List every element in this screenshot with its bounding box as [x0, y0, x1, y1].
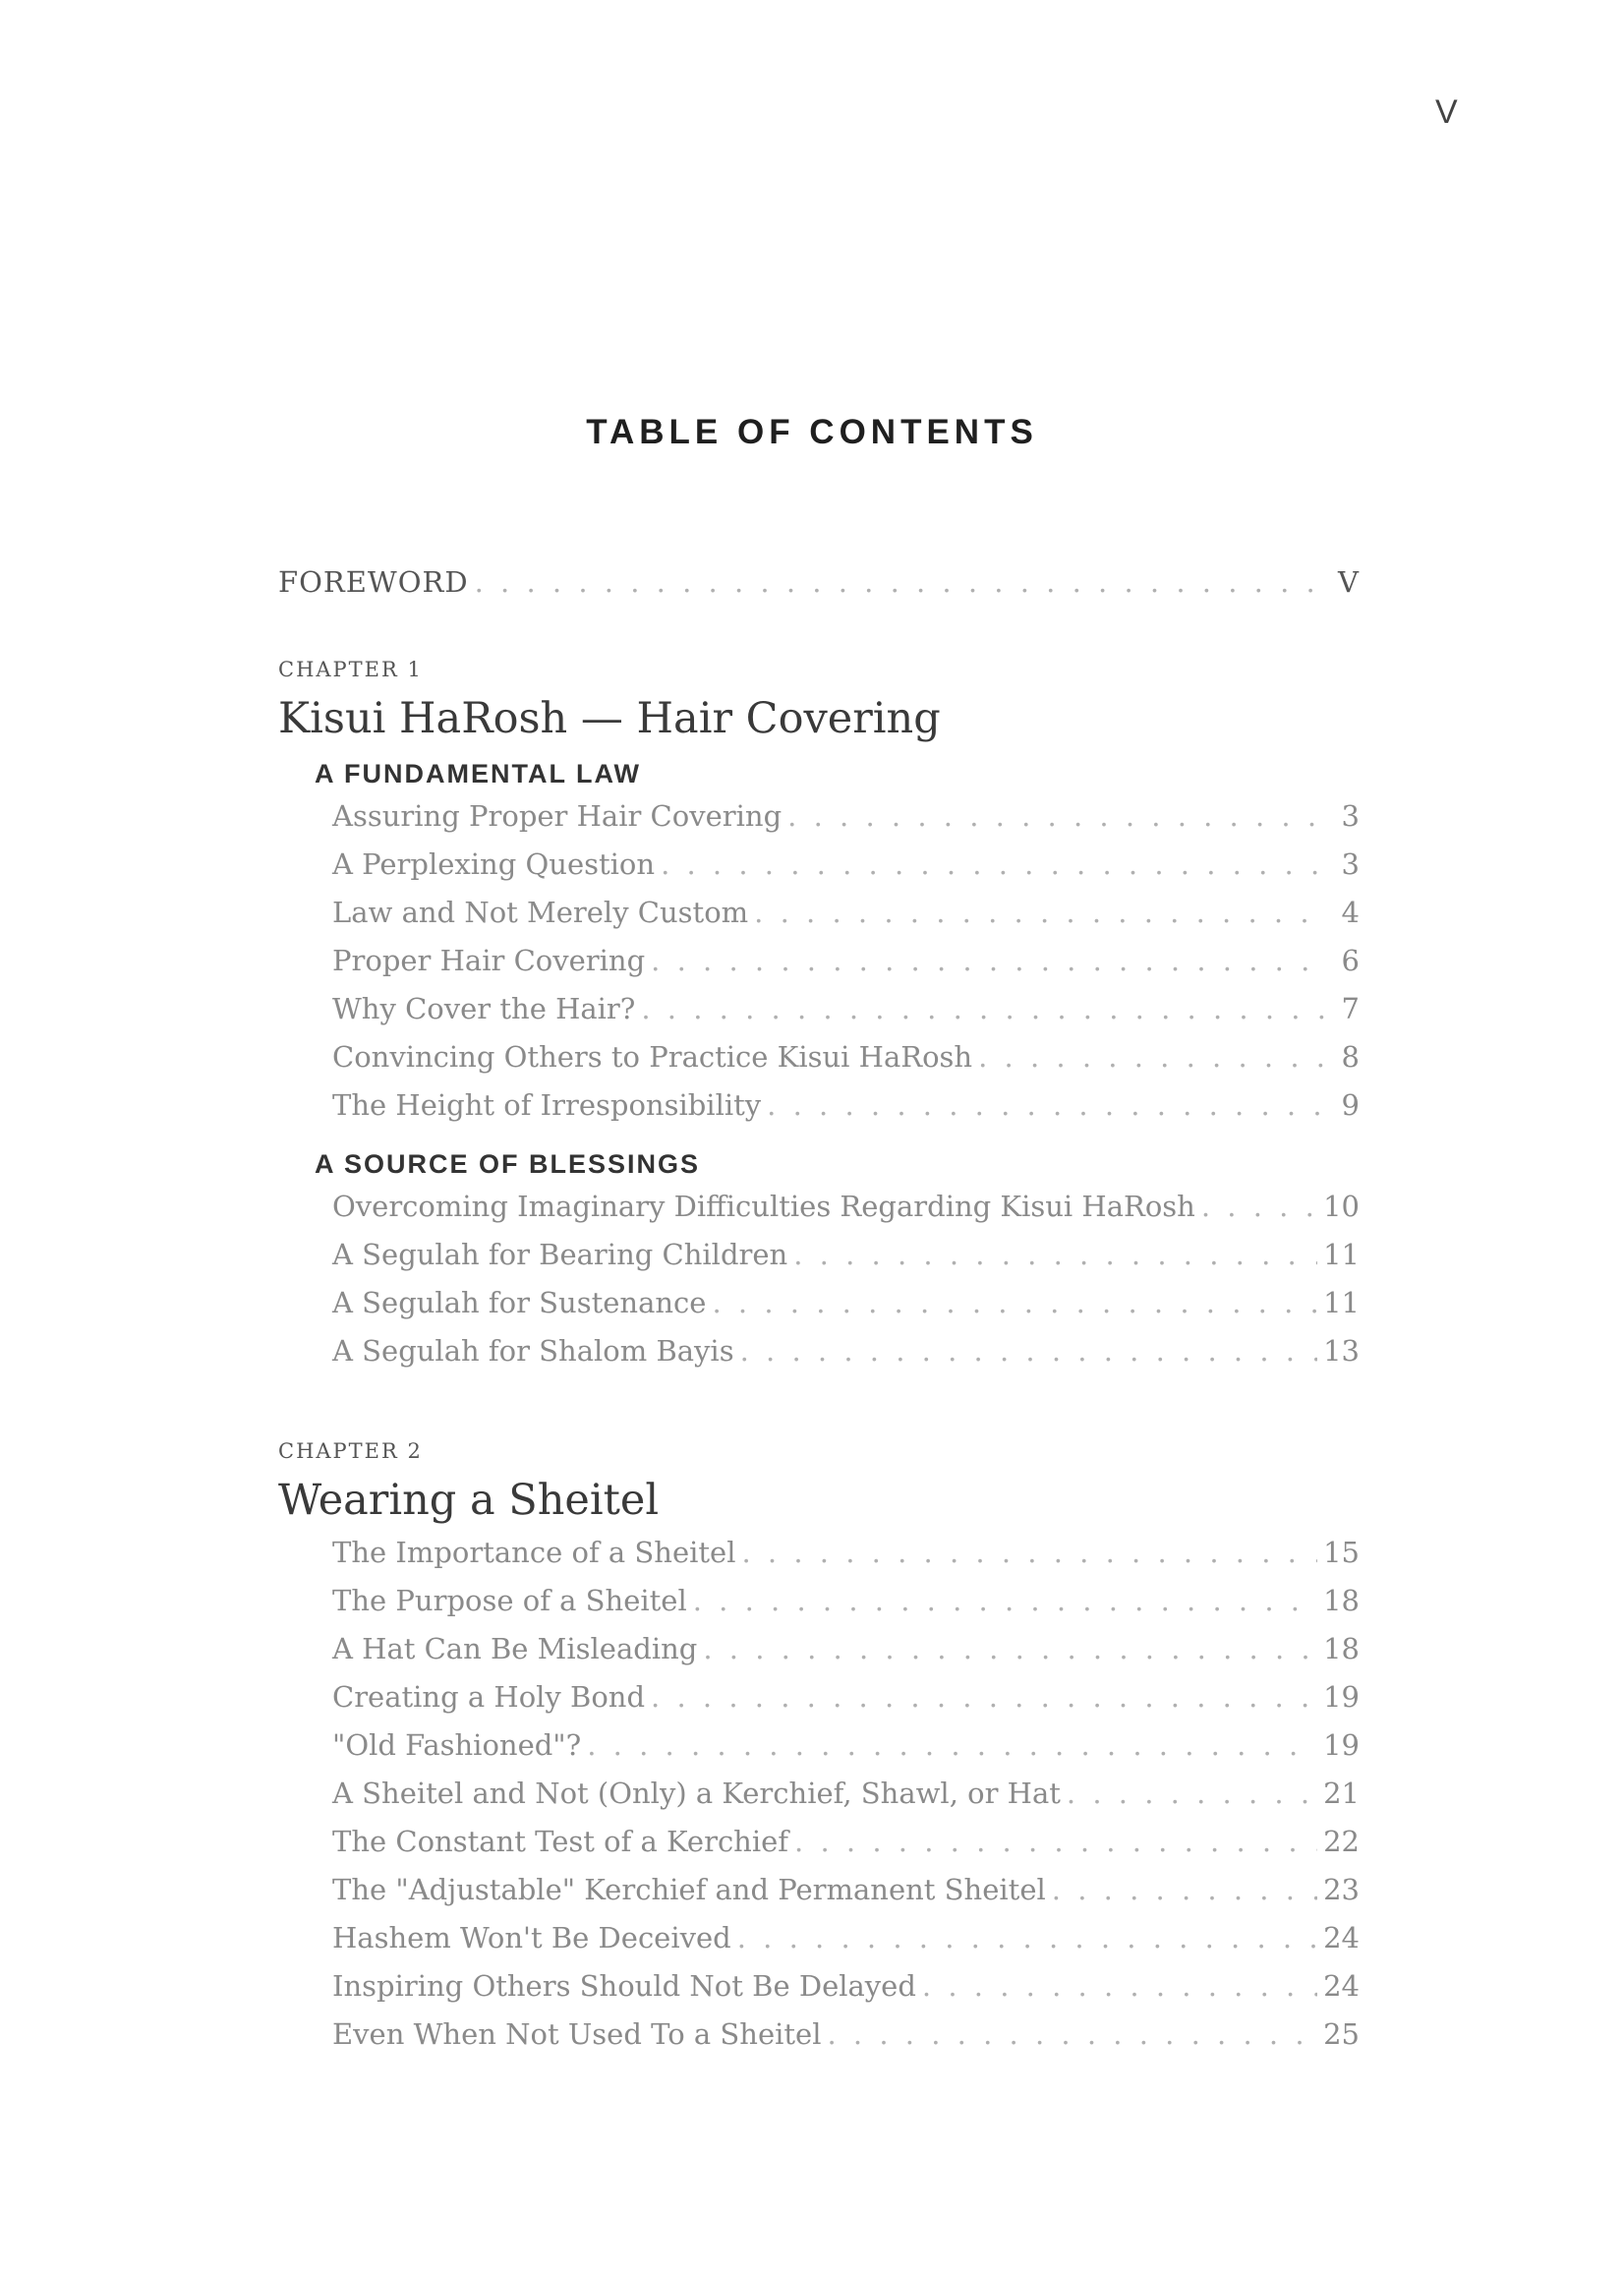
dot-leader — [794, 1825, 1317, 1858]
section-heading: A FUNDAMENTAL LAW — [315, 759, 641, 788]
dot-leader — [1052, 1873, 1317, 1906]
dot-leader — [737, 1921, 1317, 1954]
toc-entry[interactable] — [278, 1536, 1360, 1584]
toc-entry-page: 18 — [1323, 1632, 1360, 1665]
toc-entry-label: Convincing Others to Practice Kisui HaRosh — [332, 1040, 973, 1074]
toc-entry[interactable] — [278, 1921, 1360, 1969]
toc-entry-page: 7 — [1341, 992, 1360, 1025]
toc-entry-label: A Segulah for Shalom Bayis — [332, 1334, 734, 1368]
section-block — [278, 754, 1360, 1137]
toc-entry[interactable] — [278, 1584, 1360, 1632]
toc-entry-page: 3 — [1341, 847, 1360, 881]
toc-entry-page: 13 — [1323, 1334, 1360, 1368]
toc-entry-foreword[interactable] — [278, 565, 1360, 613]
toc-entry-label: The Height of Irresponsibility — [332, 1088, 762, 1122]
toc-entry-label: The "Adjustable" Kerchief and Permanent Sheitel — [332, 1873, 1046, 1906]
toc-entry[interactable] — [278, 799, 1360, 847]
toc-entry-page: 11 — [1323, 1238, 1360, 1271]
toc-entry-page: 8 — [1341, 1040, 1360, 1074]
toc-entry-label: The Importance of a Sheitel — [332, 1536, 736, 1569]
dot-leader — [703, 1632, 1317, 1665]
toc-entry-label: The Purpose of a Sheitel — [332, 1584, 687, 1617]
toc-entry-label: A Perplexing Question — [332, 847, 656, 881]
toc-entry[interactable] — [278, 1825, 1360, 1873]
page-title: TABLE OF CONTENTS — [586, 413, 1038, 451]
toc-entry-label: Creating a Holy Bond — [332, 1680, 646, 1714]
dot-leader — [475, 565, 1324, 599]
toc-entry[interactable] — [278, 1088, 1360, 1137]
dot-leader — [641, 992, 1324, 1025]
toc-entry[interactable] — [278, 1632, 1360, 1680]
toc-entry-label: The Constant Test of a Kerchief — [332, 1825, 789, 1858]
chapter-title: Wearing a Sheitel — [278, 1476, 660, 1525]
toc-entry-page: 6 — [1341, 944, 1360, 977]
toc-entry-page: 23 — [1323, 1873, 1360, 1906]
toc-entry-page: V — [1338, 565, 1360, 599]
toc-entry-label: A Segulah for Sustenance — [332, 1286, 707, 1319]
toc-entry[interactable] — [278, 2017, 1360, 2066]
toc-entry[interactable] — [278, 1040, 1360, 1088]
toc-entry[interactable] — [278, 1190, 1360, 1238]
toc-entry-label: "Old Fashioned"? — [332, 1728, 582, 1762]
toc-entry-label: Even When Not Used To a Sheitel — [332, 2017, 822, 2051]
chapter-list — [278, 658, 1360, 2066]
dot-leader — [740, 1334, 1318, 1368]
toc-entry-label: Proper Hair Covering — [332, 944, 646, 977]
dot-leader — [793, 1238, 1317, 1271]
toc-entry-page: 24 — [1323, 1969, 1360, 2003]
chapter-label: CHAPTER 1 — [278, 658, 423, 681]
dot-leader — [978, 1040, 1324, 1074]
toc-entry-page: 15 — [1323, 1536, 1360, 1569]
dot-leader — [587, 1728, 1317, 1762]
toc-entry-page: 22 — [1323, 1825, 1360, 1858]
toc-entry-label: FOREWORD — [278, 565, 469, 599]
toc-entry-label: Inspiring Others Should Not Be Delayed — [332, 1969, 916, 2003]
toc-entry[interactable] — [278, 1728, 1360, 1777]
toc-entry-page: 9 — [1341, 1088, 1360, 1122]
toc-entry-page: 4 — [1341, 896, 1360, 929]
toc-entry-page: 3 — [1341, 799, 1360, 833]
section-heading: A SOURCE OF BLESSINGS — [315, 1149, 701, 1179]
toc-entry[interactable] — [278, 1680, 1360, 1728]
dot-leader — [754, 896, 1324, 929]
dot-leader — [1067, 1777, 1317, 1810]
toc-entry-label: Hashem Won't Be Deceived — [332, 1921, 731, 1954]
toc-entry-page: 24 — [1323, 1921, 1360, 1954]
chapter-block — [278, 1439, 1360, 2066]
toc-entry-label: Overcoming Imaginary Difficulties Regarding Kisui HaRosh — [332, 1190, 1195, 1223]
toc-entry-label: A Segulah for Bearing Children — [332, 1238, 788, 1271]
toc-entry[interactable] — [278, 1334, 1360, 1382]
page-number: V — [1435, 93, 1458, 131]
toc-entry-page: 21 — [1323, 1777, 1360, 1810]
toc-entry[interactable] — [278, 992, 1360, 1040]
toc-entry[interactable] — [278, 896, 1360, 944]
toc-entry-page: 18 — [1323, 1584, 1360, 1617]
chapter-label: CHAPTER 2 — [278, 1439, 423, 1463]
dot-leader — [693, 1584, 1317, 1617]
toc-entry[interactable] — [278, 944, 1360, 992]
section-block — [278, 1144, 1360, 1382]
dot-leader — [651, 1680, 1317, 1714]
chapter-block — [278, 658, 1360, 1382]
toc-entry[interactable] — [278, 1238, 1360, 1286]
dot-leader — [741, 1536, 1317, 1569]
section-block — [278, 1536, 1360, 2066]
toc-entry[interactable] — [278, 847, 1360, 896]
toc-entry[interactable] — [278, 1873, 1360, 1921]
toc-entry[interactable] — [278, 1777, 1360, 1825]
dot-leader — [787, 799, 1324, 833]
toc-entry[interactable] — [278, 1286, 1360, 1334]
toc-entry-page: 10 — [1323, 1190, 1360, 1223]
dot-leader — [767, 1088, 1324, 1122]
dot-leader — [661, 847, 1324, 881]
dot-leader — [712, 1286, 1317, 1319]
toc-entry[interactable] — [278, 1969, 1360, 2017]
toc-entry-label: A Sheitel and Not (Only) a Kerchief, Shawl, or Hat — [332, 1777, 1061, 1810]
toc-entry-page: 25 — [1323, 2017, 1360, 2051]
toc-entry-label: Assuring Proper Hair Covering — [332, 799, 783, 833]
dot-leader — [922, 1969, 1317, 2003]
dot-leader — [651, 944, 1324, 977]
table-of-contents — [278, 565, 1360, 2123]
toc-entry-label: Law and Not Merely Custom — [332, 896, 749, 929]
toc-entry-label: Why Cover the Hair? — [332, 992, 636, 1025]
dot-leader — [827, 2017, 1317, 2051]
toc-entry-label: A Hat Can Be Misleading — [332, 1632, 698, 1665]
toc-entry-page: 19 — [1323, 1680, 1360, 1714]
dot-leader — [1201, 1190, 1317, 1223]
toc-entry-page: 19 — [1323, 1728, 1360, 1762]
toc-entry-page: 11 — [1323, 1286, 1360, 1319]
chapter-title: Kisui HaRosh — Hair Covering — [278, 694, 941, 743]
